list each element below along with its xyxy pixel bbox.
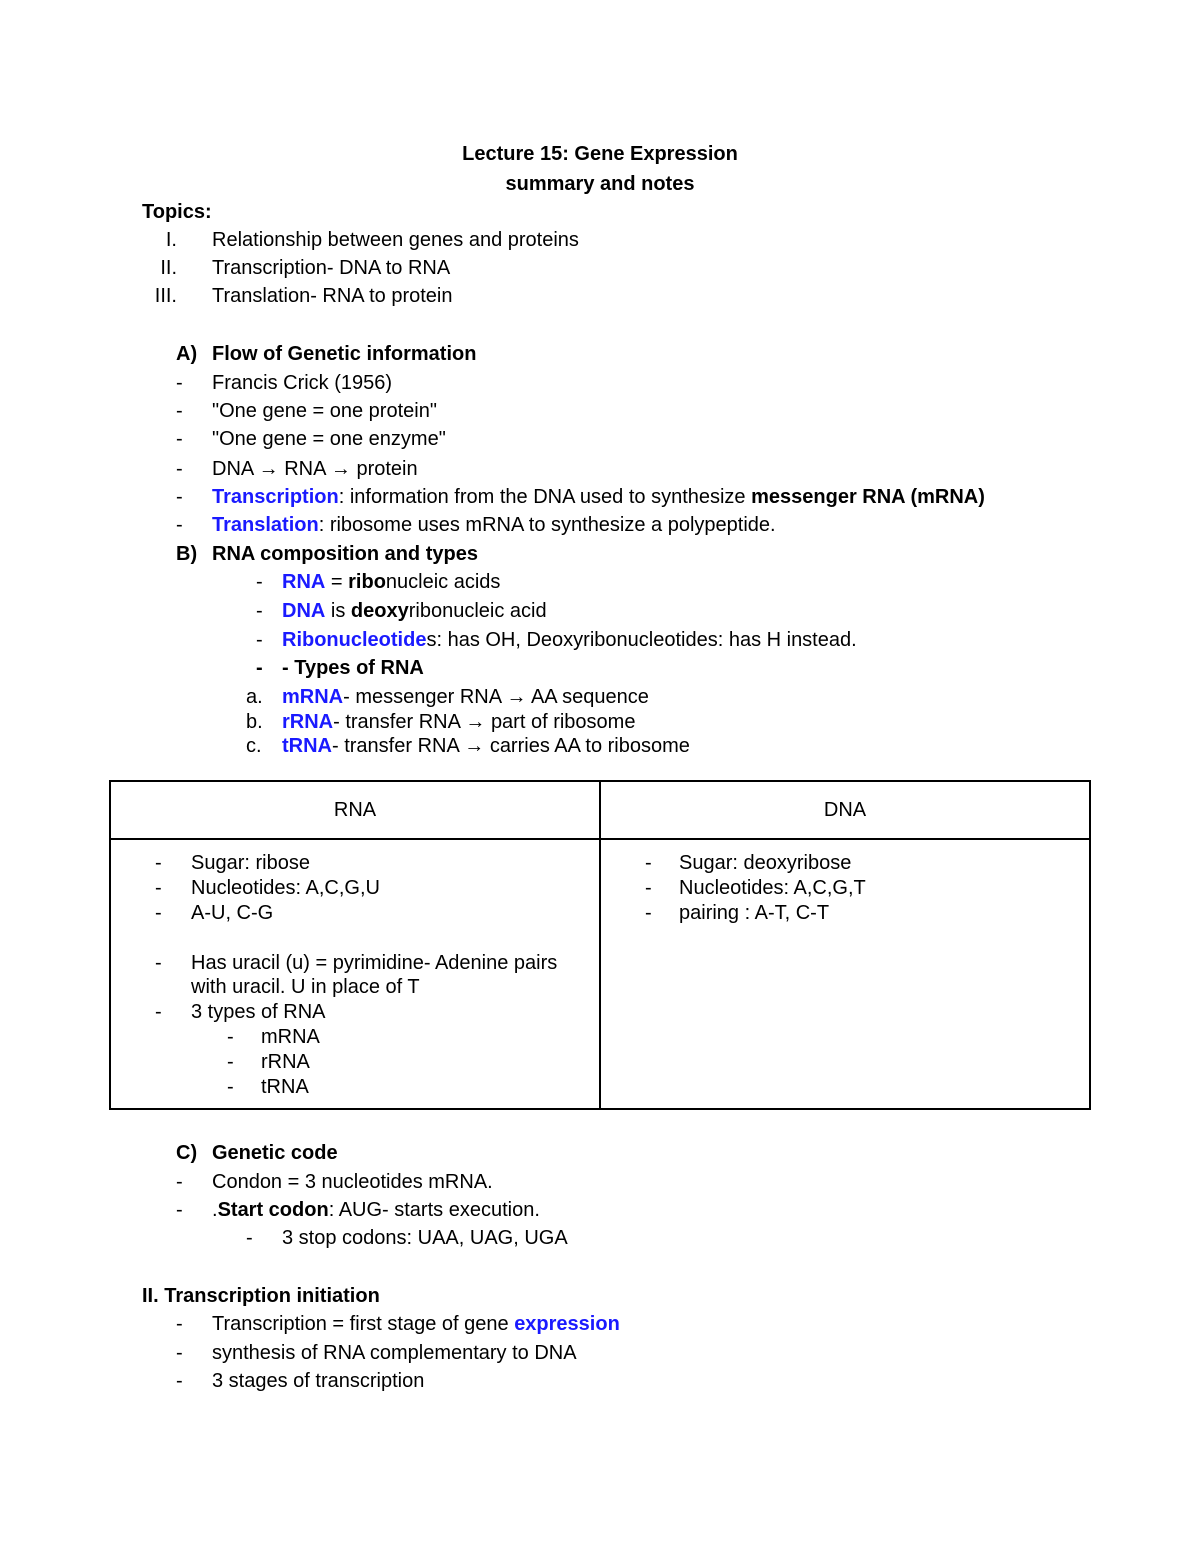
list-item — [212, 1312, 620, 1336]
table-cell-rna — [110, 839, 600, 1109]
rna-rest: nucleic acids — [385, 571, 501, 593]
bullet-dash: - — [176, 1370, 183, 1392]
bullet-dash: - — [227, 1051, 234, 1073]
bullet-dash: - — [176, 458, 183, 480]
transcription-text: : information from the DNA used to synthesize — [338, 486, 752, 508]
table-subitem: rRNA — [261, 1051, 310, 1073]
type-item — [282, 685, 649, 709]
bullet-dash: - — [176, 1342, 183, 1364]
bullet-dash: - — [227, 1026, 234, 1048]
rna-dna-table — [109, 780, 1091, 1110]
transcription-item — [212, 485, 985, 509]
table-item: pairing : A-T, C-T — [679, 902, 830, 924]
ribonucleotide-item — [282, 628, 857, 652]
bullet-dash: - — [176, 1313, 183, 1335]
start-codon-rest: : AUG- starts execution. — [328, 1199, 540, 1221]
ribonucleotide-rest: s: has OH, Deoxyribonucleotides: has H instead. — [426, 629, 857, 651]
start-codon-item — [212, 1198, 540, 1222]
table-item: Sugar: ribose — [191, 852, 310, 874]
transcription-term: Transcription — [212, 486, 339, 508]
topic-marker: III. — [154, 285, 177, 307]
bullet-dash: - — [645, 852, 652, 874]
bullet-dash: - — [176, 486, 183, 508]
table-subitem: mRNA — [261, 1026, 320, 1048]
section-c-heading: Genetic code — [212, 1142, 338, 1164]
start-prefix: . — [212, 1199, 218, 1221]
bullet-dash: - — [176, 1199, 183, 1221]
table-item: Nucleotides: A,C,G,T — [679, 877, 866, 899]
section-c-marker: C) — [176, 1142, 198, 1164]
translation-text: : ribosome uses mRNA to synthesize a polypeptide. — [318, 514, 776, 536]
table-item: 3 types of RNA — [191, 1001, 326, 1023]
bullet-dash: - — [176, 514, 183, 536]
list-item: DNA → RNA → protein — [212, 458, 418, 480]
page-title: Lecture 15: Gene Expression — [462, 143, 738, 165]
bullet-dash: - — [155, 852, 162, 874]
type-marker: a. — [246, 686, 263, 708]
type-term: rRNA — [282, 711, 334, 733]
translation-item — [212, 513, 776, 537]
topics-label: Topics: — [142, 201, 212, 223]
table-cell-dna — [600, 839, 1090, 1109]
topic-item: Translation- RNA to protein — [212, 285, 453, 307]
type-text: - transfer RNA → part of ribosome — [333, 711, 636, 733]
dna-term: DNA — [282, 600, 326, 622]
type-marker: b. — [246, 711, 263, 733]
list-item: "One gene = one enzyme" — [212, 428, 446, 450]
table-item: Nucleotides: A,C,G,U — [191, 877, 380, 899]
start-codon-bold: Start codon — [217, 1199, 329, 1221]
bullet-dash: - — [227, 1076, 234, 1098]
page-subtitle: summary and notes — [505, 173, 695, 195]
dna-is: is — [325, 600, 351, 622]
rna-term: RNA — [282, 571, 326, 593]
bullet-dash: - — [176, 372, 183, 394]
bullet-dash: - — [155, 952, 162, 974]
section-a-marker: A) — [176, 343, 198, 365]
bullet-dash: - — [155, 902, 162, 924]
bullet-dash: - — [645, 902, 652, 924]
bullet-dash: - — [256, 657, 263, 679]
bullet-dash: - — [256, 629, 263, 651]
ribonucleotide-term: Ribonucleotide — [282, 629, 427, 651]
section-a-heading: Flow of Genetic information — [212, 343, 477, 365]
list-item: 3 stages of transcription — [212, 1370, 425, 1392]
topic-item: Transcription- DNA to RNA — [212, 257, 451, 279]
topic-item: Relationship between genes and proteins — [212, 229, 579, 251]
ribo-bold: ribo — [348, 571, 386, 593]
dna-item — [282, 599, 547, 623]
bullet-dash: - — [176, 428, 183, 450]
type-term: tRNA — [282, 735, 332, 757]
list-item: "One gene = one protein" — [212, 400, 437, 422]
bullet-dash: - — [155, 1001, 162, 1023]
rna-item — [282, 570, 500, 594]
table-header-dna: DNA — [600, 781, 1090, 839]
bullet-dash: - — [246, 1227, 253, 1249]
topic-marker: I. — [165, 229, 177, 251]
type-term: mRNA — [282, 686, 344, 708]
list-item: Condon = 3 nucleotides mRNA. — [212, 1171, 493, 1193]
mrna-bold: messenger RNA (mRNA) — [751, 486, 985, 508]
bullet-dash: - — [256, 571, 263, 593]
dna-rest: ribonucleic acid — [408, 600, 547, 622]
list-item: Francis Crick (1956) — [212, 372, 393, 394]
table-subitem: tRNA — [261, 1076, 309, 1098]
section-b-marker: B) — [176, 543, 198, 565]
list-item: synthesis of RNA complementary to DNA — [212, 1342, 577, 1364]
type-text: - transfer RNA → carries AA to ribosome — [332, 735, 690, 757]
section-ii-heading: II. Transcription initiation — [142, 1285, 380, 1307]
bullet-dash: - — [176, 400, 183, 422]
table-header-rna: RNA — [110, 781, 600, 839]
types-heading: - Types of RNA — [282, 657, 424, 679]
rna-eq: = — [325, 571, 349, 593]
type-text: - messenger RNA → AA sequence — [343, 686, 649, 708]
bullet-dash: - — [645, 877, 652, 899]
table-item: with uracil. U in place of T — [191, 976, 420, 998]
bullet-dash: - — [176, 1171, 183, 1193]
table-item: A-U, C-G — [191, 902, 274, 924]
type-marker: c. — [246, 735, 262, 757]
table-item: Has uracil (u) = pyrimidine- Adenine pairs — [191, 952, 558, 974]
item-text: Transcription = first stage of gene — [212, 1313, 515, 1335]
table-item: Sugar: deoxyribose — [679, 852, 852, 874]
bullet-dash: - — [155, 877, 162, 899]
section-b-heading: RNA composition and types — [212, 543, 478, 565]
type-item — [282, 734, 690, 758]
topic-marker: II. — [160, 257, 177, 279]
list-item: 3 stop codons: UAA, UAG, UGA — [282, 1227, 568, 1249]
bullet-dash: - — [256, 600, 263, 622]
deoxy-bold: deoxy — [350, 600, 409, 622]
expression-term: expression — [514, 1313, 620, 1335]
type-item — [282, 710, 635, 734]
translation-term: Translation — [212, 514, 319, 536]
